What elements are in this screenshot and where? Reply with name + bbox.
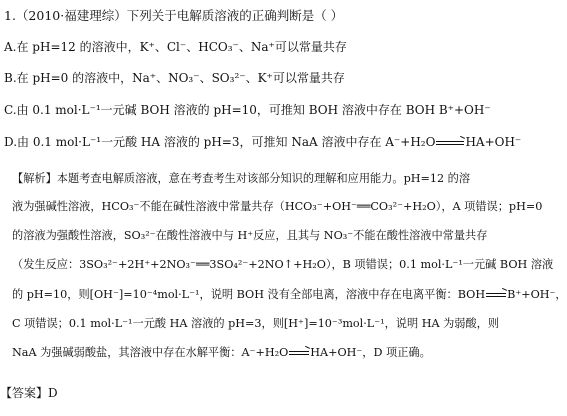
option-d xyxy=(4,136,521,148)
analysis-line-5-products: B⁺+OH⁻， xyxy=(507,288,567,301)
analysis-line-5 xyxy=(12,289,567,300)
equilibrium-arrow-icon xyxy=(436,139,464,147)
analysis-line-7-text: NaA 为强碱弱酸盐，其溶液中存在水解平衡：A⁻+H₂O xyxy=(12,346,289,359)
analysis-line-7-products: HA+OH⁻，D 项正确。 xyxy=(310,346,431,359)
option-b: B.在 pH=0 的溶液中，Na⁺、NO₃⁻、SO₃²⁻、K⁺可以常量共存 xyxy=(4,71,345,85)
answer-line: 【答案】D xyxy=(0,386,58,400)
equilibrium-arrow-icon xyxy=(486,291,506,299)
analysis-line-5-text: 的 pH=10，则[OH⁻]=10⁻⁴mol·L⁻¹，说明 BOH 没有全部电离，溶液中存在电离平衡：BOH xyxy=(12,288,486,301)
option-d-text: D.由 0.1 mol·L⁻¹一元酸 HA 溶液的 pH=3，可推知 NaA 溶液中存在 A⁻+H₂O xyxy=(4,135,436,149)
option-c: C.由 0.1 mol·L⁻¹一元碱 BOH 溶液的 pH=10，可推知 BOH 溶液中存在 BOH B⁺+OH⁻ xyxy=(4,103,491,117)
option-d-products: HA+OH⁻ xyxy=(465,135,522,149)
analysis-line-6: C 项错误；0.1 mol·L⁻¹一元酸 HA 溶液的 pH=3，则[H⁺]=10⁻³mol·L⁻¹，说明 HA 为弱酸，则 xyxy=(12,317,500,330)
question-title: 1.（2010·福建理综）下列关于电解质溶液的正确判断是（ ） xyxy=(4,8,344,23)
option-a: A.在 pH=12 的溶液中，K⁺、Cl⁻、HCO₃⁻、Na⁺可以常量共存 xyxy=(4,40,347,54)
analysis-line-1: 【解析】本题考查电解质溶液，意在考查考生对该部分知识的理解和应用能力。pH=12 的溶 xyxy=(12,172,471,185)
analysis-line-2: 液为强碱性溶液，HCO₃⁻不能在碱性溶液中常量共存（HCO₃⁻+OH⁻══CO₃²⁻+H₂O），A 项错误；pH=0 xyxy=(12,200,543,213)
equilibrium-arrow-icon xyxy=(289,349,309,357)
analysis-line-7 xyxy=(12,347,431,358)
analysis-line-3: 的溶液为强酸性溶液，SO₃²⁻在酸性溶液中与 H⁺反应，且其与 NO₃⁻不能在酸性溶液中常量共存 xyxy=(12,229,488,242)
analysis-line-4: （发生反应：3SO₃²⁻+2H⁺+2NO₃⁻══3SO₄²⁻+2NO↑+H₂O），B 项错误；0.1 mol·L⁻¹一元碱 BOH 溶液 xyxy=(12,258,554,271)
